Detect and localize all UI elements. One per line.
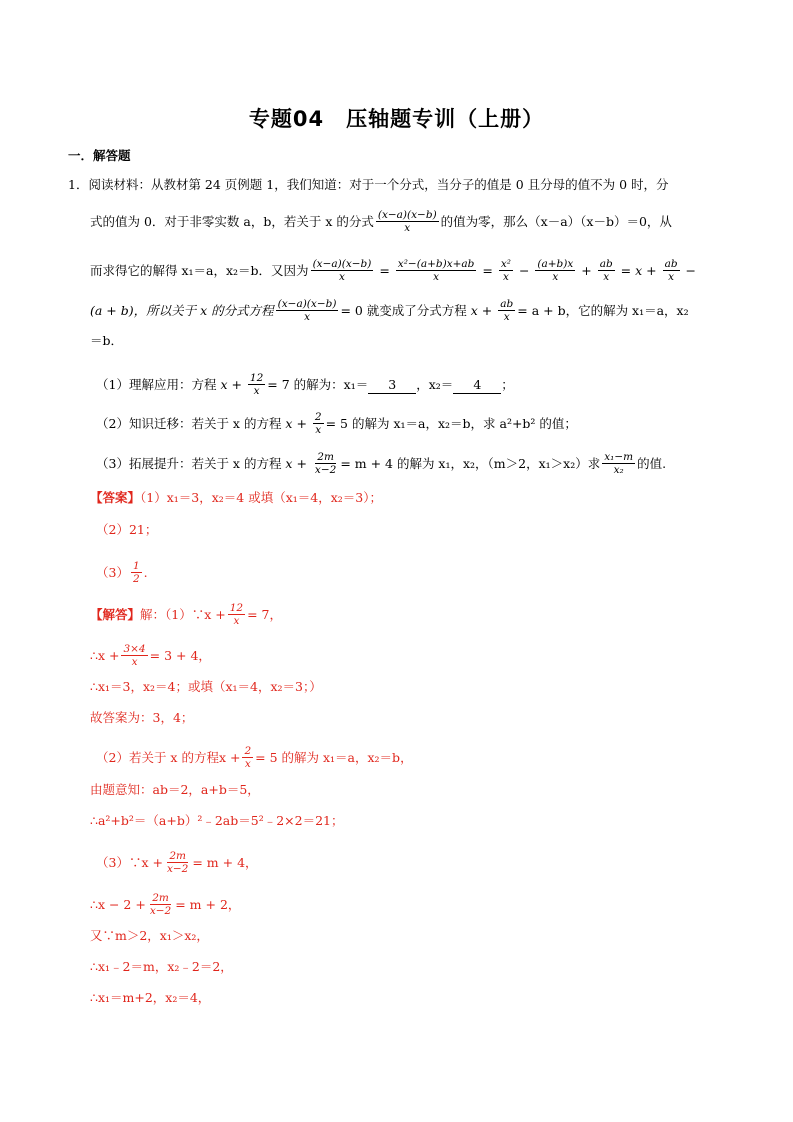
solution-line-11: ∴x₁﹣2＝m，x₂﹣2＝2， <box>90 959 233 974</box>
solution-line-4: 故答案为：3，4； <box>90 710 194 725</box>
fraction-x1-minus-m-over-x2 <box>602 451 635 476</box>
section-heading: 一．解答题 <box>68 148 131 163</box>
fraction-xa-xb-over-x <box>376 209 439 234</box>
fraction-denominator: x <box>244 758 251 770</box>
fraction-denominator: x <box>433 271 440 283</box>
fraction-numerator: 1 <box>132 560 140 572</box>
fraction-denominator: x <box>339 271 345 283</box>
fraction-numerator: ab <box>599 258 613 270</box>
problem-intro-line-4: (a + b)，所以关于 x 的分式方程 $\frac{(x-a)(x-b)}{x}$ = 0 就变成了分式方程 x + $\frac{ab}{x}$ = a + b，它的解为 x₁＝a，x₂ <box>90 298 689 323</box>
text-segment: = a + b，它的解为 x₁＝a，x₂ <box>517 303 689 318</box>
text-segment: （3）∵x + <box>96 855 163 870</box>
text-segment: ∴x + <box>90 648 120 663</box>
fraction-denominator: x−2 <box>166 863 189 875</box>
fraction-denominator: x <box>502 271 509 283</box>
fraction-numerator: 12 <box>249 372 264 384</box>
fraction-numerator: (x−a)(x−b) <box>312 258 372 270</box>
fraction-12-over-x <box>248 372 265 397</box>
fraction-xa-xb-over-x <box>276 298 339 323</box>
fraction-denominator: x <box>315 424 322 436</box>
text-segment: = 3 + 4， <box>149 648 211 663</box>
text-segment: 式的值为 0．对于非零实数 a，b，若关于 x 的分式 <box>90 214 374 229</box>
text-segment: = m + 4， <box>192 855 258 870</box>
text-segment: 的值. <box>637 456 667 471</box>
text-segment: . <box>143 565 148 580</box>
problem-intro-line-5: ＝b． <box>90 333 124 348</box>
solution-label: 【解答】 <box>90 607 141 622</box>
text-segment: （2）知识迁移：若关于 x 的方程 <box>96 416 282 431</box>
fraction-denominator: x₂ <box>613 464 624 476</box>
question-1: （1）理解应用：方程 x + $\frac{12}{x}$ = 7 的解为：x₁＝ 3 ，x₂＝ 4 ； <box>96 372 514 397</box>
text-segment: = 5 的解为 x₁＝a，x₂＝b， <box>255 750 413 765</box>
fraction-3x4-over-x <box>121 643 147 668</box>
fraction-abx-over-x <box>535 258 575 283</box>
solution-line-3: ∴x₁＝3，x₂＝4；或填（x₁＝4，x₂＝3；） <box>90 679 322 694</box>
fraction-2-over-x <box>313 411 324 436</box>
fraction-xa-xb-over-x <box>311 258 374 283</box>
page-title: 专题04 压轴题专训（上册） <box>248 107 545 131</box>
text-segment: （1）x₁＝3，x₂＝4 或填（x₁＝4，x₂＝3）； <box>140 490 382 505</box>
text-segment: （3） <box>96 565 129 580</box>
fraction-denominator: x <box>503 311 510 323</box>
problem-intro-line-3: 而求得它的解得 x₁＝a，x₂＝b．又因为 $\frac{(x-a)(x-b)}{x}$ = $\frac{\text{x²−(a+b)x+ab}}{x}$ = $\frac{\text{x²}}{x}$ − $\frac{(a+b)x}{x}$ + $\frac{ab}{x}$ = x + $\frac{ab}{x}$ − <box>90 258 697 283</box>
solution-line-6: 由题意知：ab＝2，a+b＝5， <box>90 782 260 797</box>
fraction-denominator: x <box>304 311 310 323</box>
fraction-denominator: x−2 <box>314 464 337 476</box>
text-segment: = m + 4 的解为 x₁，x₂，（m＞2，x₁＞x₂）求 <box>340 456 601 471</box>
text-segment: = 7 的解为：x₁＝ <box>267 377 369 392</box>
solution-line-2 <box>90 644 211 669</box>
text-segment: ∴x − 2 + <box>90 897 146 912</box>
question-3: （3）拓展提升：若关于 x 的方程 x + $\frac{2m}{x-2}$ = m + 4 的解为 x₁，x₂，（m＞2，x₁＞x₂）求 $\frac{\text{x₁−m}}{\text{x₂}}$ 的值. <box>96 451 667 476</box>
fraction-12-over-x <box>228 602 245 627</box>
text-segment: ； <box>501 377 514 392</box>
text-segment: （1）理解应用：方程 <box>96 377 217 392</box>
fraction-2m-over-x-minus-2 <box>313 451 338 476</box>
fraction-numerator: x²−(a+b)x+ab <box>397 258 475 270</box>
fraction-numerator: x₁−m <box>604 451 634 463</box>
solution-line-12: ∴x₁＝m+2，x₂＝4， <box>90 990 211 1005</box>
text-segment: （3）拓展提升：若关于 x 的方程 <box>96 456 282 471</box>
fraction-numerator: 2 <box>314 411 322 423</box>
fraction-expanded <box>396 258 477 283</box>
fraction-numerator: 2m <box>317 451 334 463</box>
solution-line-8 <box>96 851 258 876</box>
fraction-numerator: x² <box>500 258 511 270</box>
fraction-numerator: 2m <box>152 892 169 904</box>
solution-line-5 <box>96 746 413 771</box>
fraction-denominator: x <box>404 222 411 234</box>
text-segment: = m + 2， <box>175 897 241 912</box>
fraction-2m-over-x-minus-2 <box>148 892 173 917</box>
text-segment: 的值为零，那么（x－a）（x－b）＝0，从 <box>440 214 672 229</box>
answer-line-2: （2）21； <box>96 522 158 537</box>
fraction-numerator: 2 <box>244 745 252 757</box>
text-segment: 解：（1）∵x + <box>140 607 226 622</box>
text-segment: (a + b)，所以关于 x 的分式方程 <box>90 303 274 318</box>
text-segment: = 0 就变成了分式方程 <box>340 303 467 318</box>
text-segment: = 7， <box>247 607 282 622</box>
fraction-numerator: (x−a)(x−b) <box>377 209 437 221</box>
answer-line-3 <box>96 561 148 586</box>
fraction-denominator: x <box>253 385 260 397</box>
solution-line-9 <box>90 893 240 918</box>
solution-line-7: ∴a²+b²＝（a+b）²﹣2ab＝5²﹣2×2＝21； <box>90 813 344 828</box>
solution-line-1 <box>90 603 282 628</box>
fraction-numerator: 3×4 <box>123 643 146 655</box>
text-segment: ，x₂＝ <box>416 377 454 392</box>
fraction-denominator: 2 <box>132 573 140 585</box>
text-segment: 而求得它的解得 x₁＝a，x₂＝b．又因为 <box>90 263 309 278</box>
fraction-numerator: (a+b)x <box>537 258 574 270</box>
fraction-denominator: x <box>552 271 559 283</box>
text-segment: （2）若关于 x 的方程x + <box>96 750 241 765</box>
text-segment: = 5 的解为 x₁＝a，x₂＝b，求 a²+b² 的值； <box>325 416 577 431</box>
fraction-denominator: x <box>233 615 240 627</box>
problem-intro-line-1: 1．阅读材料：从教材第 24 页例题 1，我们知道：对于一个分式，当分子的值是 0 且分母的值不为 0 时，分 <box>68 177 669 192</box>
answer-label: 【答案】 <box>90 490 141 505</box>
fraction-x2-over-x <box>499 258 513 283</box>
problem-intro-line-2 <box>90 210 672 235</box>
fraction-ab-over-x <box>498 298 515 323</box>
fraction-2m-over-x-minus-2 <box>165 850 190 875</box>
fraction-denominator: x−2 <box>149 905 172 917</box>
solution-line-10: 又∵m＞2，x₁＞x₂， <box>90 928 209 943</box>
fraction-denominator: x <box>668 271 675 283</box>
fraction-ab-over-x <box>663 258 680 283</box>
fraction-numerator: (x−a)(x−b) <box>277 298 337 310</box>
answer-blank-1: 3 <box>368 377 416 394</box>
fraction-denominator: x <box>603 271 610 283</box>
fraction-numerator: ab <box>500 298 514 310</box>
fraction-one-half <box>131 560 142 585</box>
fraction-ab-over-x <box>598 258 615 283</box>
fraction-2-over-x <box>242 745 253 770</box>
question-2: （2）知识迁移：若关于 x 的方程 x + $\frac{2}{x}$ = 5 的解为 x₁＝a，x₂＝b，求 a²+b² 的值； <box>96 411 577 436</box>
fraction-denominator: x <box>131 656 138 668</box>
answer-line-1 <box>90 490 382 506</box>
fraction-numerator: 2m <box>169 850 186 862</box>
fraction-numerator: 12 <box>229 602 244 614</box>
fraction-numerator: ab <box>664 258 678 270</box>
answer-blank-2: 4 <box>453 377 501 394</box>
